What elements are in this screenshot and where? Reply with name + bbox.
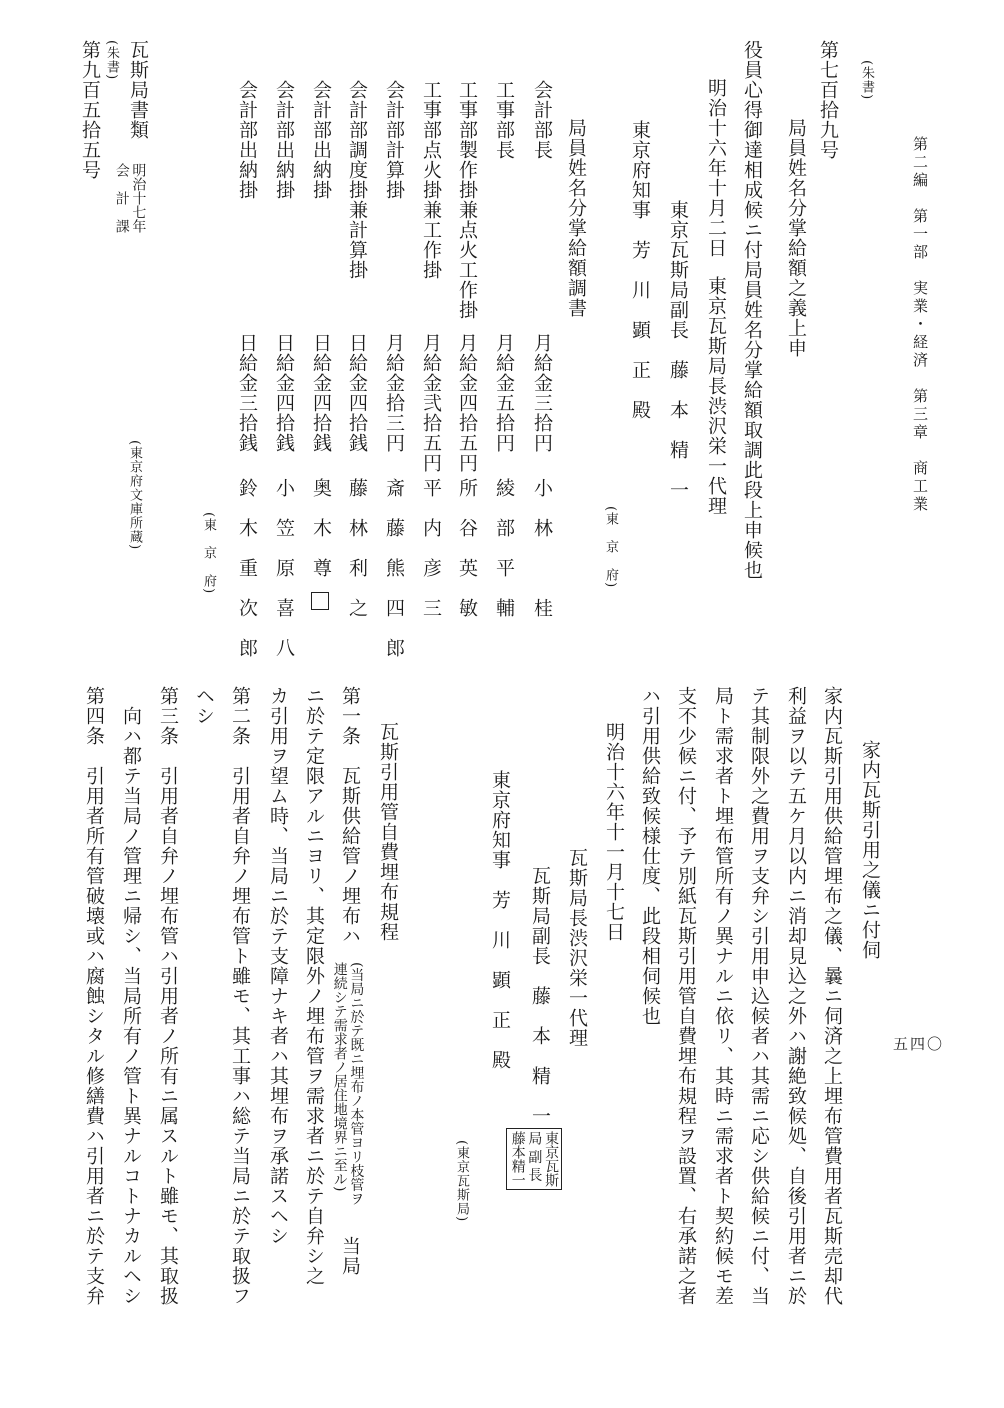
article-2-line-1: 第二条 引用者自弁ノ埋布管ト雖モ、其工事ハ総テ当局ニ於テ取扱フ	[229, 686, 251, 1306]
doc3-sender-1: 瓦斯局長渋沢栄一代理	[566, 848, 588, 1048]
doc3-recipient: 東京府知事 芳 川 顕 正 殿	[489, 770, 511, 1070]
doc3-body-line: 支不少候ニ付、予テ別紙瓦斯引用管自費埋布規程ヲ設置、右承諾之者	[675, 686, 697, 1306]
staff-name: 綾 部 平 輔	[493, 478, 515, 618]
doc3-title: 家内瓦斯引用之儀ニ付伺	[859, 740, 881, 960]
table-title: 局員姓名分掌給額調書	[565, 118, 587, 318]
doc3-date: 明治十六年十一月十七日	[603, 722, 625, 942]
article-2-line-2: ヘシ	[193, 686, 215, 726]
staff-name: 平 内 彦 三	[420, 478, 442, 618]
recipient: 東京府知事 芳 川 顕 正 殿	[629, 120, 651, 420]
seal-stamp	[506, 1128, 562, 1190]
page-number: 五四〇	[893, 1035, 945, 1053]
article-1-line-2: ニ於テ定限アルニヨリ、其定限外ノ埋布管ヲ需求者ニ於テ自弁シ之	[303, 686, 325, 1286]
doc2-dual-note	[114, 163, 145, 233]
article-3-line-2: 向ハ都テ当局ノ管理ニ帰シ、当局所有ノ管ト異ナルコトナカルヘシ	[120, 706, 142, 1306]
staff-pay: 日給金四拾銭	[273, 333, 295, 453]
staff-name: 小 林 桂	[531, 478, 553, 618]
source-note: (東 京 府)	[603, 506, 618, 589]
article-1-inline-note	[332, 962, 363, 1205]
running-head: 第二編 第一部 実業・経済 第三章 商工業	[911, 136, 929, 514]
sender-line-1: 東京瓦斯局長渋沢栄一代理	[705, 276, 727, 516]
staff-role: 会計部計算掛	[383, 80, 405, 200]
staff-name: 奥 木 尊	[310, 478, 332, 578]
doc3-body-line: 利益ヲ以テ五ケ月以内ニ消却見込之外ハ謝絶致候処、自後引用者ニ於	[785, 686, 807, 1306]
red-ink-note: (朱書)	[104, 40, 119, 81]
staff-role: 会計部出納掛	[236, 80, 258, 200]
article-4-line-1: 第四条 引用者所有管破壊或ハ腐蝕シタル修繕費ハ引用者ニ於テ支弁	[83, 686, 105, 1306]
staff-pay: 日給金四拾銭	[346, 333, 368, 453]
stamp-line: 東京瓦斯	[543, 1131, 560, 1187]
staff-pay: 月給金三拾円	[531, 333, 553, 453]
staff-role: 会計部長	[531, 80, 553, 160]
article-1-line-3: カ引用ヲ望ム時、当局ニ於テ支障ナキ者ハ其埋布ヲ承諾スヘシ	[267, 686, 289, 1246]
doc3-body-line: テ其制限外之費用ヲ支弁シ引用申込候者ハ其需ニ応シ供給候ニ付、当	[748, 686, 770, 1306]
doc-date: 明治十六年十月二日	[705, 78, 727, 258]
staff-role: 工事部点火掛兼工作掛	[420, 80, 442, 280]
staff-name: 藤 林 利 之	[346, 478, 368, 618]
inline-note-line: (当局ニ於テ既ニ埋布ノ本管ヨリ枝管ヲ	[348, 962, 365, 1206]
source-note-2: (東 京 府)	[201, 512, 216, 595]
staff-pay: 月給金四拾五円	[456, 333, 478, 473]
stamp-line: 藤本精一	[509, 1131, 526, 1187]
staff-name: 鈴 木 重 次 郎	[236, 478, 258, 658]
doc3-sender-2: 瓦斯局副長 藤 本 精 一	[529, 866, 551, 1126]
staff-role: 会計部出納掛	[310, 80, 332, 200]
doc2-source: (東京府文庫所蔵)	[127, 440, 142, 551]
staff-name: 所 谷 英 敏	[456, 478, 478, 618]
inline-note-line: 連続シテ需求者ノ居住地境界ニ至ル)	[331, 962, 348, 1192]
article-1-head: 第一条 瓦斯供給管ノ埋布ハ	[339, 686, 361, 946]
note-year: 明治十七年	[130, 163, 147, 233]
staff-pay: 月給金五拾円	[493, 333, 515, 453]
doc-number: 第七百拾九号	[817, 40, 839, 160]
doc2-title: 瓦斯局書類	[127, 40, 149, 140]
staff-role: 工事部製作掛兼点火工作掛	[456, 80, 478, 320]
staff-pay: 日給金三拾銭	[236, 333, 258, 453]
note-section: 会 計 課	[113, 163, 130, 233]
doc3-body-line: 家内瓦斯引用供給管埋布之儀、曩ニ伺済之上埋布管費用者瓦斯売却代	[821, 686, 843, 1306]
doc-body: 役員心得御達相成候ニ付局員姓名分掌給額取調此段上申候也	[741, 40, 763, 580]
staff-role: 会計部調度掛兼計算掛	[346, 80, 368, 280]
sender-line-2: 東京瓦斯局副長 藤 本 精 一	[667, 200, 689, 500]
article-1-tail: 当局	[339, 1236, 361, 1276]
staff-name: 斎 藤 熊 四 郎	[383, 478, 405, 658]
red-ink-note: (朱書)	[859, 60, 874, 101]
doc2-number: 第九百五拾五号	[79, 40, 101, 180]
doc3-source: (東京瓦斯局)	[454, 1140, 469, 1223]
staff-pay: 日給金四拾銭	[310, 333, 332, 453]
staff-role: 会計部出納掛	[273, 80, 295, 200]
article-3-line-1: 第三条 引用者自弁ノ埋布管ハ引用者ノ所有ニ属スルト雖モ、其取扱	[157, 686, 179, 1306]
doc3-body-line: ハ引用供給致候様仕度、此段相伺候也	[639, 686, 661, 1026]
doc-title: 局員姓名分掌給額之義上申	[785, 118, 807, 358]
staff-pay: 月給金弐拾五円	[420, 333, 442, 473]
stamp-line: 局 副 長	[526, 1131, 543, 1182]
blank-glyph-box	[311, 590, 329, 610]
staff-name: 小 笠 原 喜 八	[273, 478, 295, 658]
doc3-body-line: 局ト需求者ト埋布管所有ノ異ナルニ依リ、其時ニ需求者ト契約候モ差	[712, 686, 734, 1306]
doc4-title: 瓦斯引用管自費埋布規程	[377, 722, 399, 942]
staff-role: 工事部長	[493, 80, 515, 160]
staff-pay: 月給金拾三円	[383, 333, 405, 453]
